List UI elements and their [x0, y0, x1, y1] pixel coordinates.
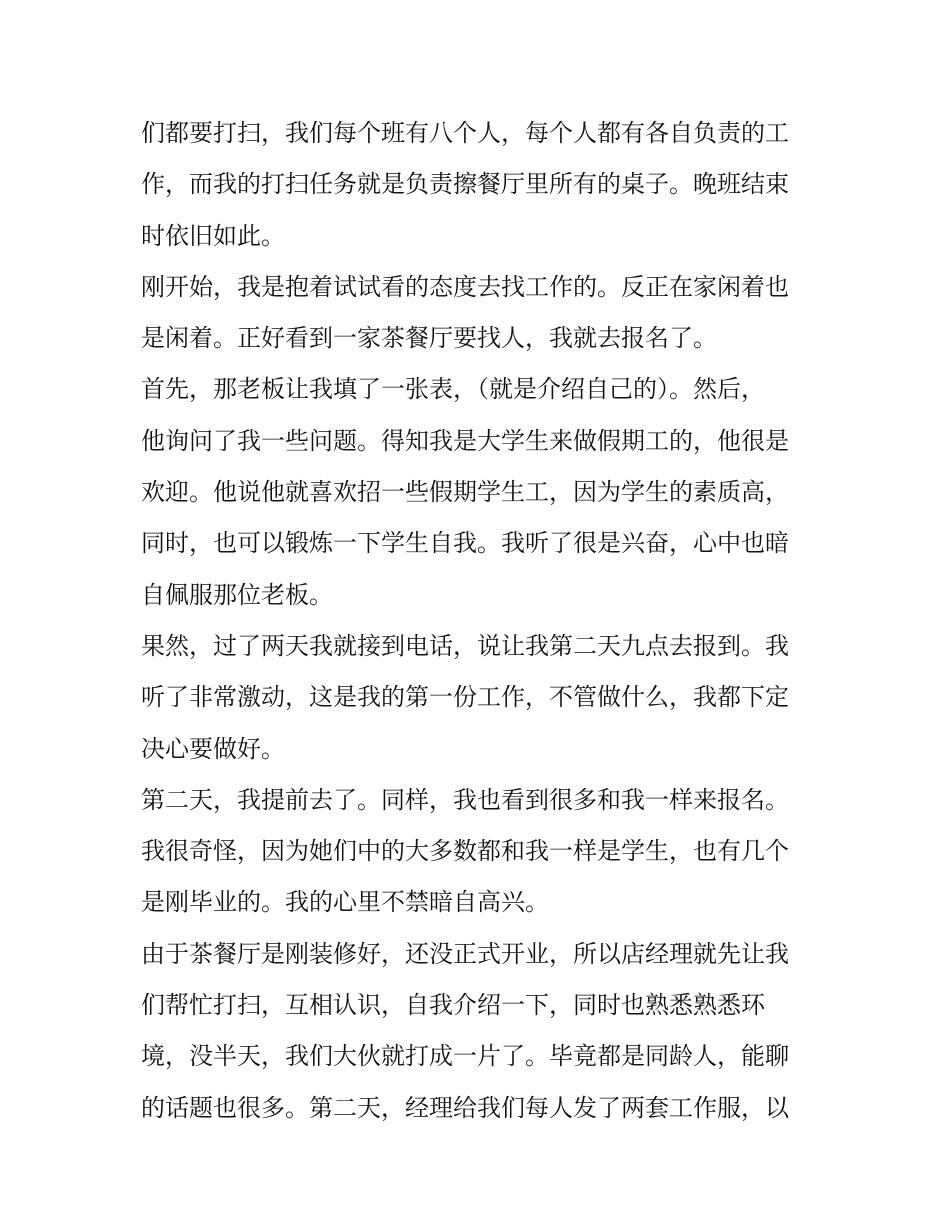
text-line: 境，没半天，我们大伙就打成一片了。毕竟都是同龄人，能聊 [141, 1042, 789, 1071]
text-line: 刚开始，我是抱着试试看的态度去找工作的。反正在家闲着也 [141, 272, 789, 301]
text-line: 决心要做好。 [141, 734, 285, 763]
text-line: 同时，也可以锻炼一下学生自我。我听了很是兴奋，心中也暗 [141, 529, 789, 558]
text-line: 的话题也很多。第二天，经理给我们每人发了两套工作服，以 [141, 1093, 789, 1122]
text-line: 是闲着。正好看到一家茶餐厅要找人，我就去报名了。 [141, 324, 717, 353]
text-line: 自佩服那位老板。 [141, 580, 333, 609]
text-line: 作，而我的打扫任务就是负责擦餐厅里所有的桌子。晚班结束 [141, 170, 789, 199]
text-line: 们帮忙打扫，互相认识，自我介绍一下，同时也熟悉熟悉环 [141, 991, 765, 1020]
text-line: 时依旧如此。 [141, 221, 285, 250]
document-body [141, 108, 813, 1134]
text-line: 他询问了我一些问题。得知我是大学生来做假期工的，他很是 [141, 426, 789, 455]
text-line: 听了非常激动，这是我的第一份工作，不管做什么，我都下定 [141, 683, 789, 712]
text-line: 由于茶餐厅是刚装修好，还没正式开业，所以店经理就先让我 [141, 939, 789, 968]
text-line: 们都要打扫，我们每个班有八个人，每个人都有各自负责的工 [141, 119, 789, 147]
text-line: 我很奇怪，因为她们中的大多数都和我一样是学生，也有几个 [141, 837, 789, 866]
text-line: 果然，过了两天我就接到电话，说让我第二天九点去报到。我 [141, 631, 789, 660]
text-line: 欢迎。他说他就喜欢招一些假期学生工，因为学生的素质高， [141, 478, 789, 507]
text-line: 是刚毕业的。我的心里不禁暗自高兴。 [141, 888, 549, 917]
text-line: 第二天，我提前去了。同样，我也看到很多和我一样来报名。 [141, 785, 789, 814]
text-line: 首先，那老板让我填了一张表，（就是介绍自己的）。然后， [141, 375, 765, 404]
